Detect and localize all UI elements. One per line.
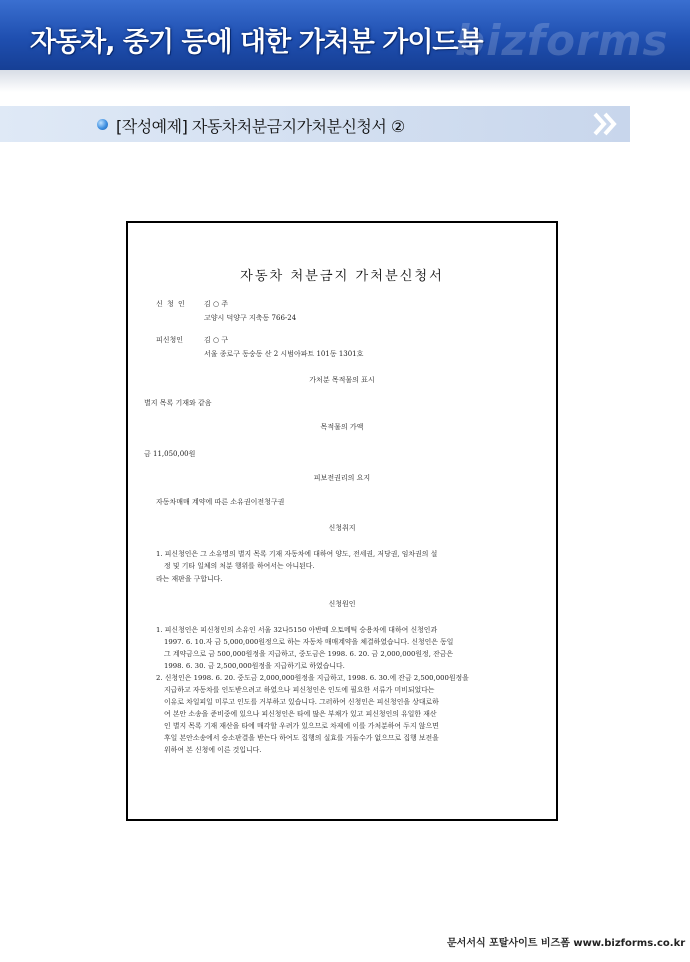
header-banner [0, 0, 690, 70]
header-shadow [0, 70, 690, 92]
reason-line: 이유로 차일피일 미루고 인도를 거부하고 있습니다. 그러하여 신청인은 피신청인을 상대로하 [164, 698, 439, 706]
reason-line: 1998. 6. 30. 금 2,500,000원정을 지급하기로 하였습니다. [164, 662, 345, 670]
respondent-name: 김 ○ 구 [204, 336, 229, 344]
heading-right: 피보전권리의 요지 [313, 473, 371, 482]
double-chevron-right-icon [592, 111, 620, 137]
reason-line: 위하여 본 신청에 이른 것입니다. [164, 746, 262, 754]
brand-watermark: bizforms [455, 16, 669, 65]
reason-line: 여 본안 소송을 준비중에 있으나 피신청인은 타에 많은 부채가 있고 피신청인의 유일한 재산 [164, 710, 437, 718]
respondent-label: 피신청인 [156, 336, 184, 344]
heading-target: 가처분 목적물의 표시 [309, 375, 375, 384]
document-page [126, 221, 558, 821]
footer-text: 문서서식 포탈사이트 비즈폼 www.bizforms.co.kr [447, 938, 686, 949]
banner-title: 자동차, 중기 등에 대한 가처분 가이드북 [30, 27, 483, 58]
value-text: 금 11,050,00원 [144, 450, 196, 458]
reason-line: 후일 본안소송에서 승소판결을 받는다 하여도 집행의 실효를 거둘수가 없으므로 집행 보전을 [164, 734, 439, 742]
target-text: 별지 목록 기재와 같음 [144, 399, 212, 407]
respondent-address: 서울 종로구 동숭동 산 2 시범아파트 101동 1301호 [204, 350, 364, 358]
purpose-line: 1. 피신청인은 그 소유명의 별지 목록 기재 자동차에 대하여 양도, 전세권, 저당권, 임차권의 설 [156, 550, 438, 558]
heading-reason: 신청원인 [328, 599, 356, 608]
purpose-line: 정 및 기타 일체의 처분 행위를 하여서는 아니된다. [164, 562, 315, 570]
applicant-name: 김 ○ 주 [204, 300, 229, 308]
applicant-address: 고양시 덕양구 지축동 766-24 [204, 314, 297, 322]
reason-line: 1997. 6. 10.자 금 5,000,000원정으로 하는 자동차 매매계약을 체결하였습니다. 신청인은 동일 [164, 638, 454, 646]
reason-line: 2. 신청인은 1998. 6. 20. 중도금 2,000,000원정을 지급하고, 1998. 6. 30.에 잔금 2,500,000원정을 [156, 674, 469, 682]
applicant-label: 신 청 인 [156, 300, 186, 308]
circle-bullet-icon [97, 119, 108, 130]
document-title: 자동차 처분금지 가처분신청서 [240, 269, 444, 284]
reason-line: 1. 피신청인은 피신청인의 소유인 서울 32나5150 아반떼 오토메틱 승용차에 대하여 신청인과 [156, 626, 438, 634]
heading-purpose: 신청취지 [328, 523, 356, 532]
purpose-line: 라는 재판을 구합니다. [156, 575, 223, 583]
reason-line: 지급하고 자동차를 인도받으려고 하였으나 피신청인은 인도에 필요한 서류가 미비되었다는 [164, 686, 435, 694]
reason-line: 인 별지 목록 기재 재산을 타에 매각할 우려가 있으므로 차제에 이를 가처분하여 두지 않으면 [164, 722, 439, 730]
heading-value: 목적물의 가액 [320, 422, 364, 431]
section-subtitle: [작성예제] 자동차처분금지가처분신청서 ② [116, 117, 405, 136]
right-text: 자동차매매 계약에 따른 소유권이전청구권 [156, 498, 285, 506]
reason-line: 그 계약금으로 금 500,000원정을 지급하고, 중도금은 1998. 6. 20. 금 2,000,000원정, 잔금은 [164, 650, 454, 658]
